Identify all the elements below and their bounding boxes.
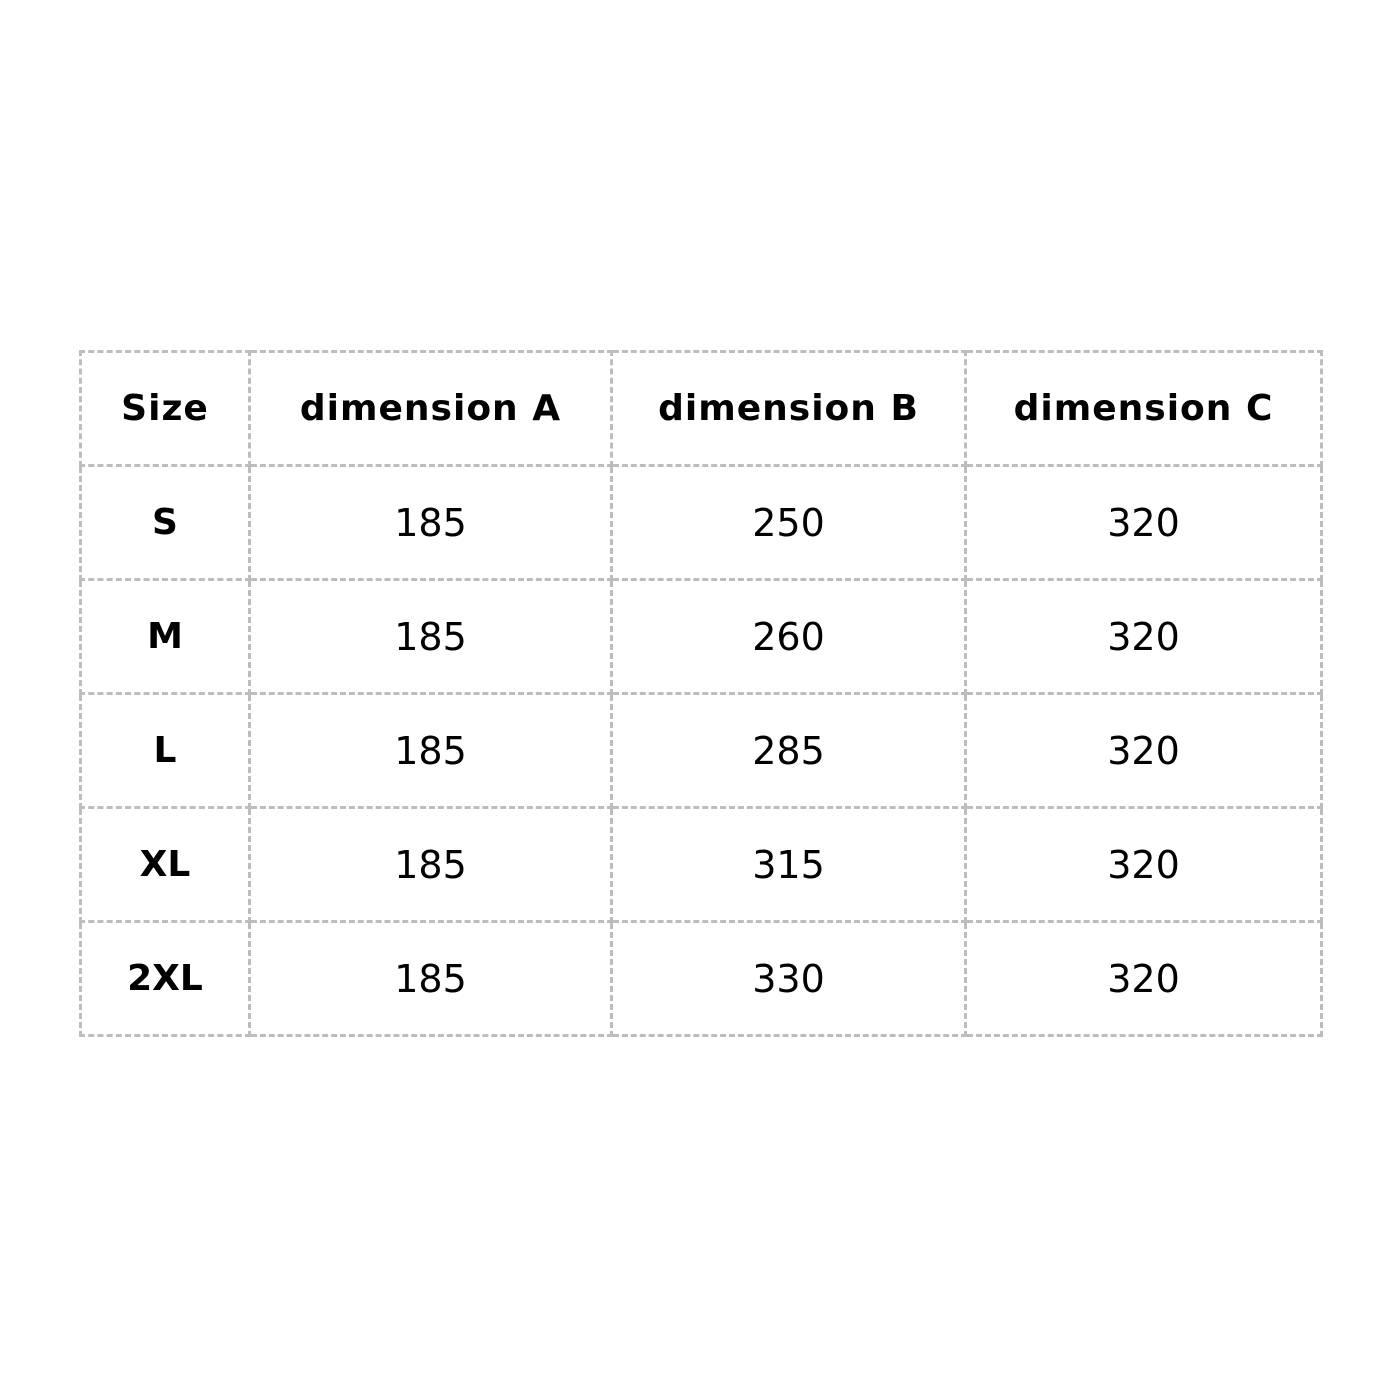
dimension-b-cell: 285 (612, 694, 966, 808)
size-cell: M (81, 580, 250, 694)
table-row (81, 580, 1322, 694)
header-row (81, 352, 1322, 466)
dimension-b-cell: 250 (612, 466, 966, 580)
dimension-a-cell: 185 (250, 922, 612, 1036)
header-dimension-b: dimension B (612, 352, 966, 466)
dimension-c-cell: 320 (966, 922, 1322, 1036)
dimension-b-cell: 260 (612, 580, 966, 694)
dimension-b-cell: 315 (612, 808, 966, 922)
size-cell: 2XL (81, 922, 250, 1036)
dimension-a-cell: 185 (250, 694, 612, 808)
table-row (81, 922, 1322, 1036)
header-dimension-c: dimension C (966, 352, 1322, 466)
header-size: Size (81, 352, 250, 466)
dimension-b-cell: 330 (612, 922, 966, 1036)
table-row (81, 466, 1322, 580)
size-cell: XL (81, 808, 250, 922)
size-cell: S (81, 466, 250, 580)
table-row (81, 808, 1322, 922)
dimension-c-cell: 320 (966, 466, 1322, 580)
dimension-a-cell: 185 (250, 580, 612, 694)
dimension-a-cell: 185 (250, 466, 612, 580)
dimension-c-cell: 320 (966, 580, 1322, 694)
size-chart-table (79, 350, 1323, 1037)
dimension-c-cell: 320 (966, 694, 1322, 808)
dimension-c-cell: 320 (966, 808, 1322, 922)
table-row (81, 694, 1322, 808)
dimension-a-cell: 185 (250, 808, 612, 922)
header-dimension-a: dimension A (250, 352, 612, 466)
size-cell: L (81, 694, 250, 808)
